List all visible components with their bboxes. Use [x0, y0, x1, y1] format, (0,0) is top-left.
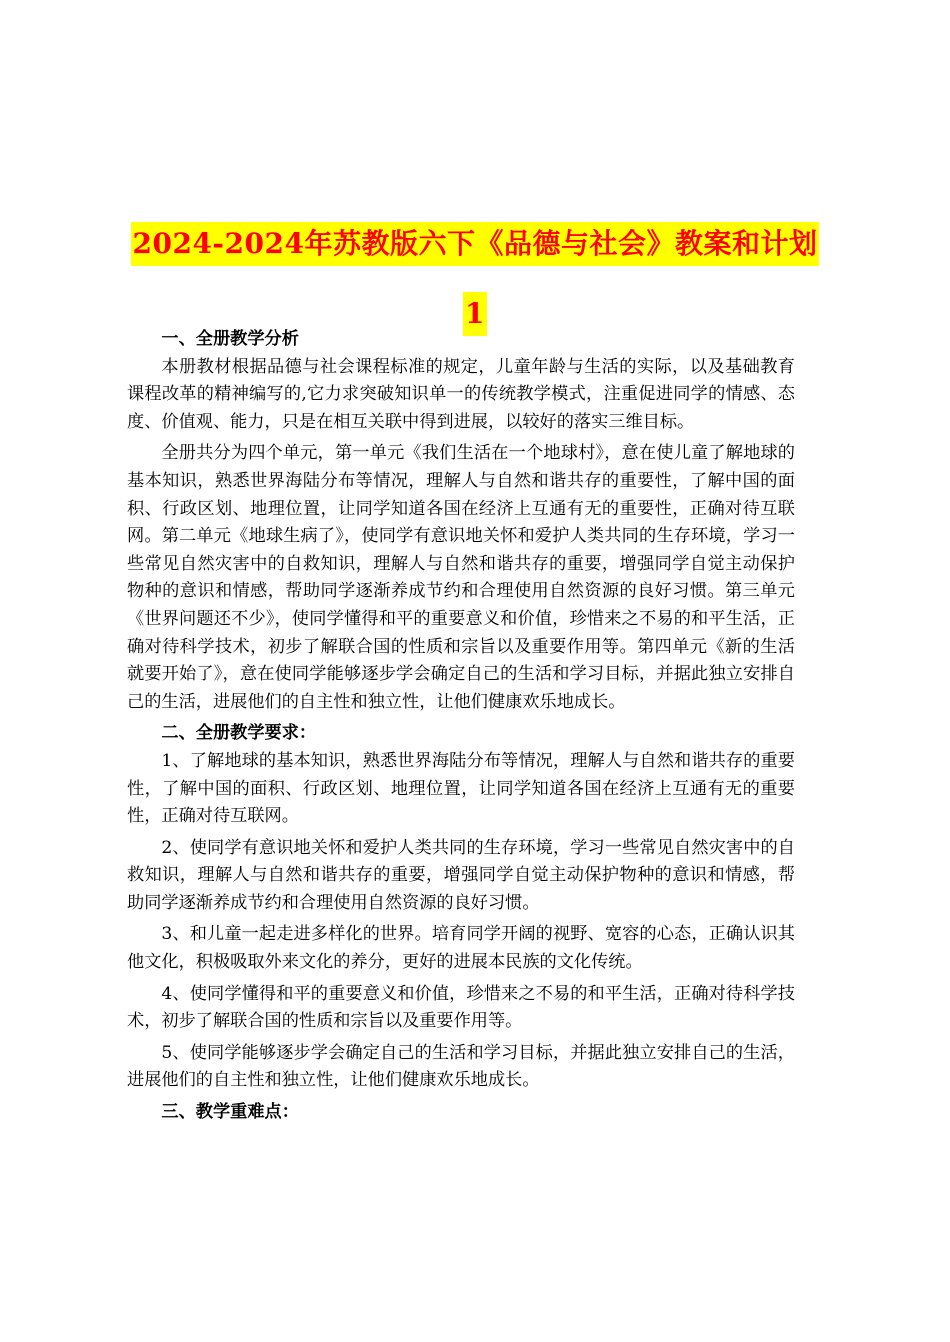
requirement-item-3: 3、和儿童一起走进多样化的世界。培育同学开阔的视野、宽容的心态，正确认识其他文化，积极吸取外来文化的养分，更好的进展本民族的文化传统。	[127, 924, 795, 973]
title-line-2: 1	[463, 292, 487, 336]
requirement-item-4: 4、使同学懂得和平的重要意义和价值，珍惜来之不易的和平生活，正确对待科学技术，初步了解联合国的性质和宗旨以及重要作用等。	[127, 983, 795, 1032]
section-heading-key-points: 三、教学重难点：	[161, 1102, 299, 1123]
requirement-item-5: 5、使同学能够逐步学会确定自己的生活和学习目标，并据此独立安排自己的生活，进展他们的自主性和独立性，让他们健康欢乐地成长。	[127, 1042, 795, 1091]
document-title	[120, 222, 830, 336]
requirement-item-1: 1、了解地球的基本知识，熟悉世界海陆分布等情况，理解人与自然和谐共存的重要性，了解中国的面积、行政区划、地理位置，让同学知道各国在经济上互通有无的重要性，正确对待互联网。	[127, 750, 795, 827]
title-line-1: 2024-2024年苏教版六下《品德与社会》教案和计划	[131, 222, 820, 266]
requirement-item-2: 2、使同学有意识地关怀和爱护人类共同的生存环境，学习一些常见自然灾害中的自救知识，理解人与自然和谐共存的重要，增强同学自觉主动保护物种的意识和情感，帮助同学逐渐养成节约和合理使用自然资源的良好习惯。	[127, 837, 795, 913]
paragraph-analysis-2: 全册共分为四个单元，第一单元《我们生活在一个地球村》，意在使儿童了解地球的基本知识，熟悉世界海陆分布等情况，理解人与自然和谐共存的重要性，了解中国的面积、行政区划、地理位置，让同学知道各国在经济上互通有无的重要性，正确对待互联网。第二单元《地球生病了》，使同学有意识地关怀和爱护人类共同的生存环境，学习一些常见自然灾害中的自救知识，理解人与自然和谐共存的重要，增强同学自觉主动保护物种的意识和情感，帮助同学逐渐养成节约和合理使用自然资源的良好习惯。第三单元《世界问题还不少》，使同学懂得和平的重要意义和价值，珍惜来之不易的和平生活，正确对待科学技术，初步了解联合国的性质和宗旨以及重要作用等。第四单元《新的生活就要开始了》，意在使同学能够逐步学会确定自己的生活和学习目标，并据此独立安排自己的生活，进展他们的自主性和独立性，让他们健康欢乐地成长。	[127, 443, 795, 712]
paragraph-analysis-1: 本册教材根据品德与社会课程标准的规定，儿童年龄与生活的实际，以及基础教育课程改革的精神编写的,它力求突破知识单一的传统教学模式，注重促进同学的情感、态度、价值观、能力，只是在相互关联中得到进展，以较好的落实三维目标。	[127, 356, 795, 432]
section-heading-requirements: 二、全册教学要求：	[161, 723, 317, 744]
document-body	[127, 326, 795, 1127]
section-heading-analysis: 一、全册教学分析	[161, 329, 299, 349]
